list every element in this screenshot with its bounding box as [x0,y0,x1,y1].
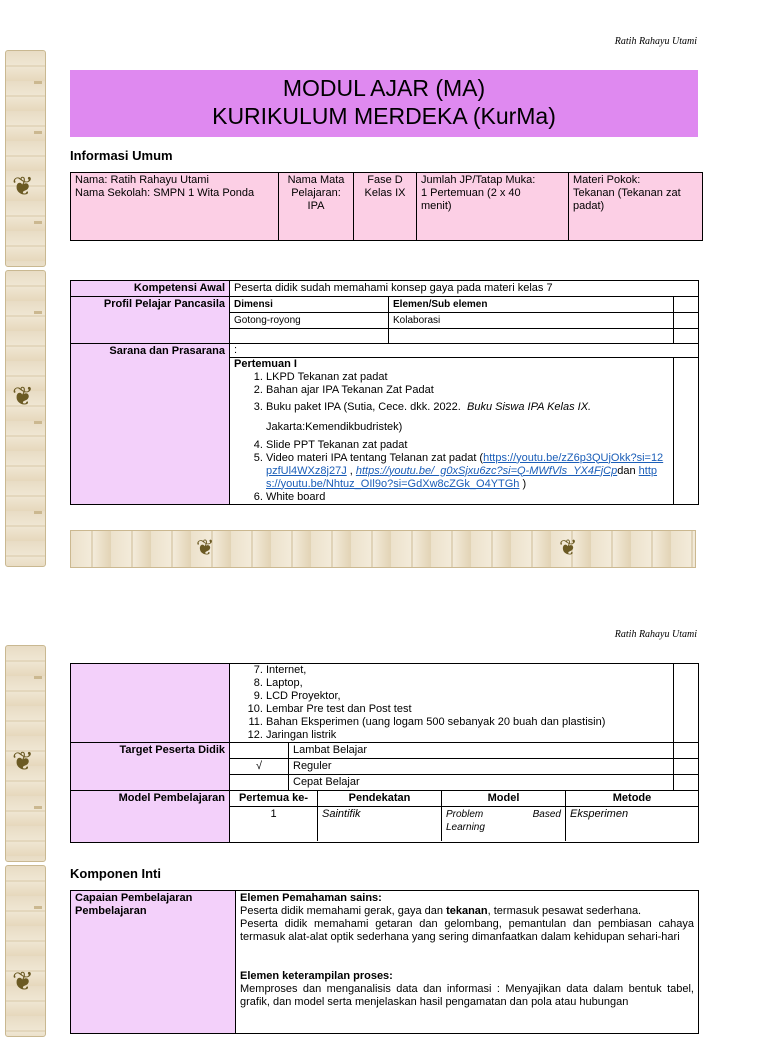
list-item: 11. Bahan Eksperimen (uang logam 500 sebanyak 20 buah dan plastisin) [266,716,669,729]
profil-table [230,297,698,343]
sarana-label: Sarana dan Prasarana [71,343,230,504]
kompetensi-label: Kompetensi Awal [71,281,230,297]
kompetensi-table [70,280,699,505]
info-table [70,172,703,241]
model-table: Pertemua ke- Pendekatan Model Metode 1 Saintifik Problem Based Learning Eksperimen [230,791,698,841]
title-line-2: KURIKULUM MERDEKA (KurMa) [212,103,556,129]
table-row: Lambat Belajar [230,743,698,759]
profil-label: Profil Pelajar Pancasila [71,297,230,344]
pertemuan-label: Pertemuan I [234,357,297,370]
info-cell-nama: Nama: Ratih Rahayu Utami Nama Sekolah: SMPN 1 Wita Ponda [71,173,279,241]
title-line-1: MODUL AJAR (MA) [282,75,486,101]
elemen-header: Elemen/Sub elemen [389,297,674,313]
author-header: Ratih Rahayu Utami [614,36,697,47]
video-link-2[interactable]: https://youtu.be/_g0xSjxu6zc?si=Q-MWfVls_YX4FjCp [355,464,618,477]
dimensi-value: Gotong-royong [230,313,389,329]
sarana-list-table [230,357,698,504]
elemen-value: Kolaborasi [389,313,674,329]
list-item: 12. Jaringan listrik [266,729,669,742]
decorative-strip-3 [5,645,46,862]
target-label: Target Peserta Didik [71,743,230,791]
sarana-list [234,371,669,504]
table-row: Cepat Belajar [230,775,698,791]
decorative-strip-2 [5,270,46,567]
fern-icon: ❦ [12,966,34,996]
capaian-label: Capaian Pembelajaran Pembelajaran [71,891,236,1034]
target-table [230,743,698,790]
video-link-1[interactable]: https://youtu.be/zZ6p3QUjOkk?si=12pzfUl4WXz8j27J [266,451,664,477]
video-link-3[interactable]: https://youtu.be/Nhtuz_OIl9o?si=GdXw8cZGk_O4YTGh [266,464,658,490]
sarana-colon: : [234,343,238,356]
list-item: 8. Laptop, [266,677,669,690]
fern-icon: ❦ [12,171,34,201]
checkmark: √ [230,759,289,775]
list-item: 5. Video materi IPA tentang Telanan zat padat (https://youtu.be/zZ6p3QUjOkk?si=12pzfUl4WXz8j27J , https://youtu.be/_g0xSjxu6zc?si=Q-MWfVls_YX4FjCpdan https://youtu.be/Nhtuz_OIl9o?si=GdXw8cZGk_O4YTGh ) [266,452,669,491]
kompetensi-value: Peserta didik sudah memahami konsep gaya pada materi kelas 7 [230,281,699,297]
author-header: Ratih Rahayu Utami [614,629,697,640]
table-row: √ Reguler [230,759,698,775]
sarana-list-continued [234,664,669,742]
sarana-continued-table [70,663,699,843]
info-cell-jp: Jumlah JP/Tatap Muka: 1 Pertemuan (2 x 40 menit) [417,173,569,241]
decorative-strip-1 [5,50,46,267]
info-cell-fase: Fase D Kelas IX [354,173,417,241]
fern-icon: ❦ [196,535,215,560]
decorative-strip-4 [5,865,46,1037]
dimensi-header: Dimensi [230,297,389,313]
list-item: 9. LCD Proyektor, [266,690,669,703]
fern-icon: ❦ [559,535,578,560]
section-heading-informasi-umum: Informasi Umum [70,148,173,163]
list-item: 1. LKPD Tekanan zat padat [266,371,669,384]
info-cell-materi: Materi Pokok: Tekanan (Tekanan zat padat) [569,173,703,241]
list-item: 2. Bahan ajar IPA Tekanan Zat Padat [266,384,669,397]
list-item: 7. Internet, [266,664,669,677]
capaian-table [70,890,699,1034]
list-item: 6. White board [266,491,669,504]
list-item: 10. Lembar Pre test dan Post test [266,703,669,716]
model-label: Model Pembelajaran [71,791,230,843]
fern-icon: ❦ [12,381,34,411]
capaian-content: Elemen Pemahaman sains: Peserta didik memahami gerak, gaya dan tekanan, termasuk pesawat sederhana. Peserta didik memahami getaran dan gelombang, pemantulan dan pembiasan cahaya termasuk alat-alat optik sederhana yang sering dimanfaatkan dalam kehidupan sehari-hari Elemen keterampilan proses: Memproses dan menganalisis data dan informasi : Menyajikan data dalam bentuk tabel, grafik, dan model serta menjelaskan hasil pengamatan dan pola atau hubungan [236,891,699,1034]
list-item: 3. Buku paket IPA (Sutia, Cece. dkk. 2022. Buku Siswa IPA Kelas IX. Jakarta:Kemendikbudristek) [266,397,669,437]
fern-icon: ❦ [12,746,34,776]
decorative-banner [70,530,696,568]
info-cell-mapel: Nama Mata Pelajaran: IPA [279,173,354,241]
section-heading-komponen-inti: Komponen Inti [70,866,161,881]
document-title [70,70,698,137]
list-item: 4. Slide PPT Tekanan zat padat [266,439,669,452]
